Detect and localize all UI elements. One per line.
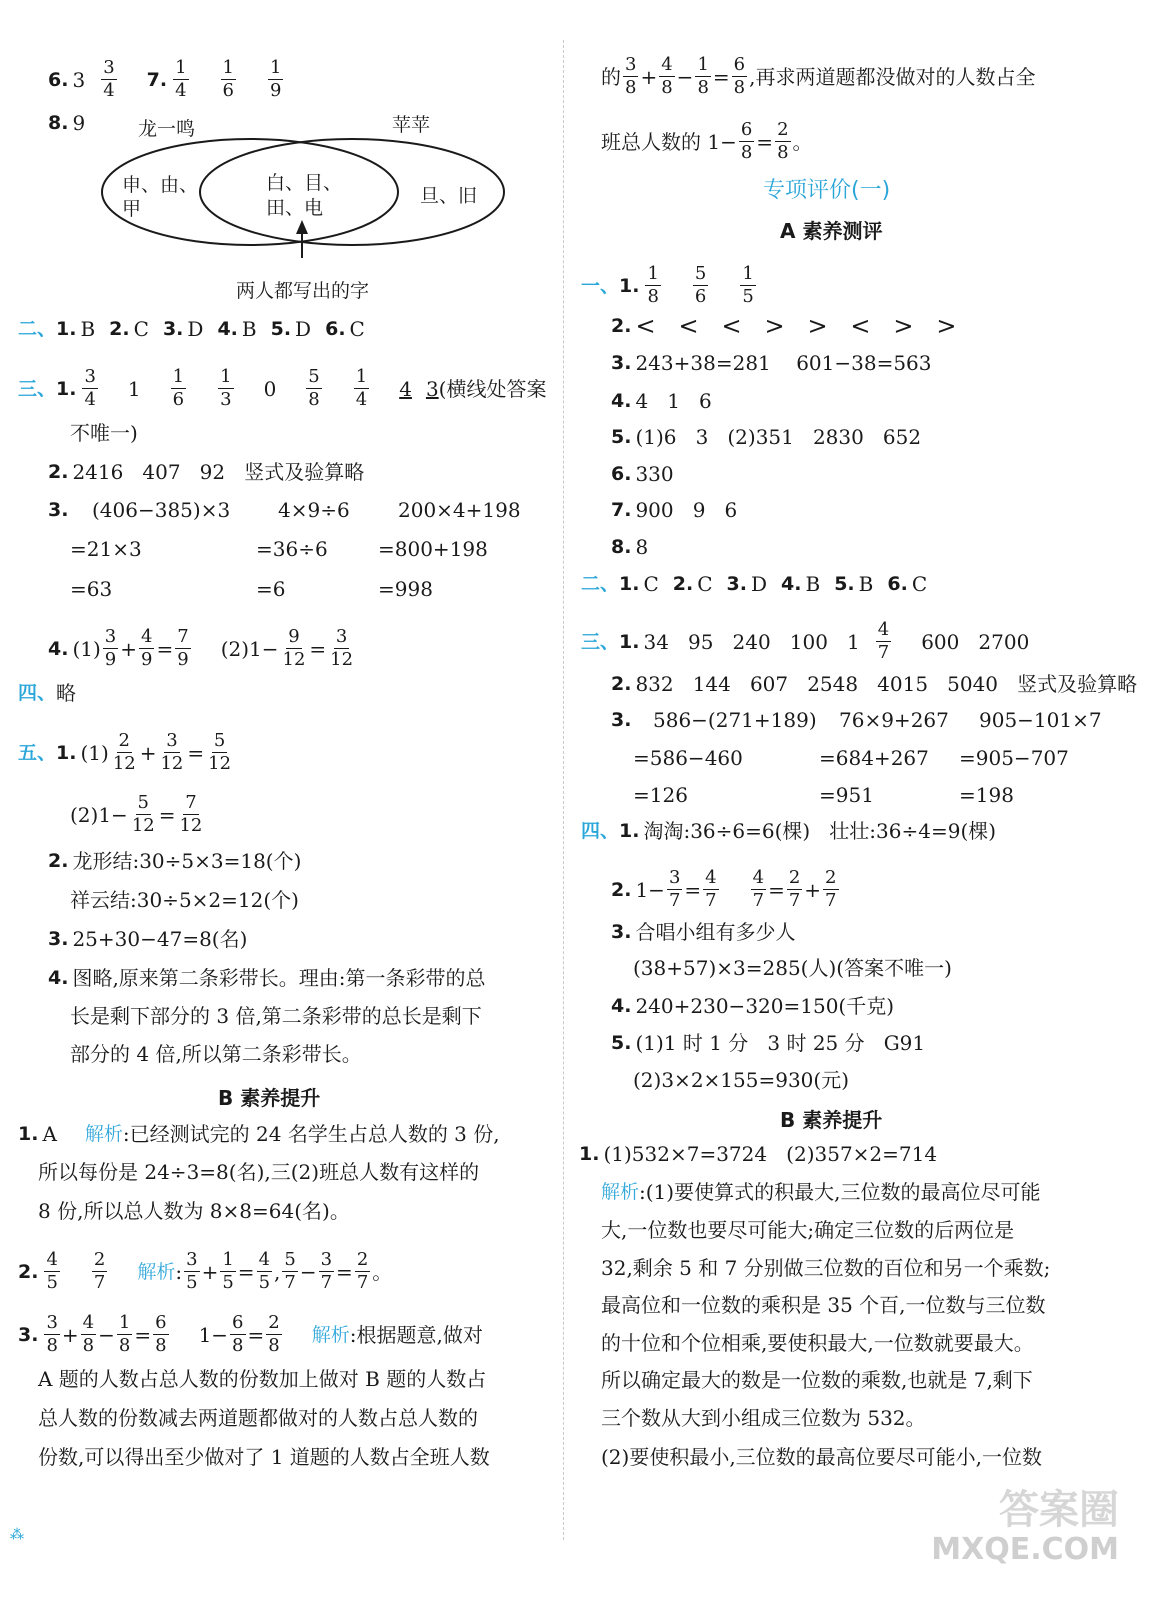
fraction: $\frac{3}{12}$: [160, 730, 184, 774]
fraction: $\frac{3}{8}$: [46, 1312, 58, 1356]
fraction: $\frac{5}{12}$: [208, 730, 232, 774]
r-s4-q1: 四、 1. 淘淘:36÷6=6(棵) 壮壮:36÷4=9(棵): [581, 819, 997, 843]
fraction: $\frac{4}{9}$: [141, 626, 153, 670]
fraction: $\frac{5}{12}$: [131, 792, 155, 836]
answer-q6: 6. 3 $\frac{3}{4}$ 7. $\frac{1}{4}$ $\frac{1}{6}$ $\frac{1}{9}$: [48, 57, 282, 101]
fraction: $\frac{6}{8}$: [155, 1312, 167, 1356]
fraction: $\frac{6}{8}$: [232, 1312, 244, 1356]
b-q3-line2: 总人数的份数减去两道题都做对的人数占总人数的: [38, 1406, 478, 1430]
fraction: $\frac{1}{8}$: [697, 54, 709, 98]
fraction: $\frac{5}{8}$: [308, 366, 320, 410]
r-b-q1-t5: 的十位和个位相乘,要使积最大,一位数就要最大。: [601, 1331, 1034, 1355]
section-5-q4c: 部分的 4 倍,所以第二条彩带长。: [70, 1042, 362, 1066]
fraction: $\frac{2}{7}$: [788, 867, 801, 911]
section-5-q4a: 4. 图略,原来第二条彩带长。理由:第一条彩带的总: [48, 966, 486, 990]
page-ornament: ⁂: [10, 1527, 24, 1543]
venn-right-set: 旦、旧: [420, 185, 478, 207]
r-b-q1-t1: 解析 :(1)要使算式的积最大,三位数的最高位尽可能: [601, 1180, 1041, 1204]
fraction: $\frac{5}{6}$: [694, 263, 707, 307]
right-cont-line1: 的 $\frac{3}{8}$ + $\frac{4}{8}$ − $\frac{1}{8}$ = $\frac{6}{8}$ ,再求两道题都没做对的人数占全: [601, 54, 1036, 98]
r-s4-q2: 2. 1− $\frac{3}{7}$ = $\frac{4}{7}$ $\frac{4}{7}$ = $\frac{2}{7}$ + $\frac{2}{7}$: [611, 867, 837, 911]
fraction: $\frac{6}{8}$: [733, 54, 746, 98]
fraction: $\frac{2}{7}$: [825, 867, 837, 911]
r-s1-q5: 5. (1)6 3 (2)351 2830 652: [611, 425, 922, 449]
section-3-q3-row1: 3.: [48, 499, 69, 521]
fraction: $\frac{1}{8}$: [647, 263, 659, 307]
fraction: $\frac{2}{7}$: [356, 1249, 369, 1293]
fraction: $\frac{3}{7}$: [668, 867, 681, 911]
venn-arrow-head: [296, 220, 308, 234]
fraction: $\frac{9}{12}$: [282, 626, 306, 670]
section-a-title: A 素养测评: [780, 219, 883, 243]
special-evaluation-title: 专项评价(一): [763, 178, 891, 203]
fraction: $\frac{3}{7}$: [320, 1249, 333, 1293]
section-3-q4: 4. (1) $\frac{3}{9}$ + $\frac{4}{9}$ = $\frac{7}{9}$ (2)1− $\frac{9}{12}$ = $\frac{3}{12}$: [48, 626, 354, 670]
fraction: $\frac{1}{6}$: [172, 366, 185, 410]
fraction: $\frac{2}{8}$: [777, 119, 789, 163]
section-3-q2: 2. 2416 407 92 竖式及验算略: [48, 460, 365, 484]
section-3-q1: 三、 1. $\frac{3}{4}$ 1 $\frac{1}{6}$ $\frac{1}{3}$ 0 $\frac{5}{8}$ $\frac{1}{4}$ 4 3 (横线处答案: [18, 366, 547, 410]
section-5-q2b: 祥云结:30÷5×2=12(个): [70, 888, 299, 912]
r-b-q1-t3: 32,剩余 5 和 7 分别做三位数的百位和另一个乘数;: [601, 1256, 1051, 1280]
venn-left-set-1: 申、由、: [122, 174, 199, 196]
b-q3-line1: A 题的人数占总人数的份数加上做对 B 题的人数占: [38, 1367, 487, 1391]
fraction: $\frac{2}{12}$: [112, 730, 136, 774]
watermark-url: MXQE.COM: [931, 1532, 1119, 1567]
venn-left-set-2: 甲: [122, 198, 142, 220]
fraction: $\frac{3}{4}$: [84, 366, 96, 410]
answer-page: 6. 3 $\frac{3}{4}$ 7. $\frac{1}{4}$ $\frac{1}{6}$ $\frac{1}{9}$ 8. 9 龙一鸣 苹苹 申、由、 甲 白、目、 田、电 旦、旧 两人都写出的字 二、 1. B 2. C 3. D 4. B 5. D 6. C 三、 1. $\frac{3}{4}$ 1 $\frac{1}{6}$ $\frac{1}{3}$ 0 $\frac{5}{8}$ $\frac{1}{4}$ 4 3 (横线处答案 不唯一) 2. 2416 407 92 竖式及验算略 3. (406−385)×3 4×9÷6 200×4+198 =21×3 =36÷6 =800+198 =63 =6 =998 4. (1) $\frac{3}{9}$ + $\frac{4}{9}$ = $\frac{7}{9}$ (2)1− $\frac{9}{12}$ = $\frac{3}{12}$ 四、 略 五、 1. (1) $\frac{2}{12}$ + $\frac{3}{12}$ = $\frac{5}{12}$ (2)1− $\frac{5}{12}$ = $\frac{7}{12}$ 2. 龙形结:30÷5×3=18(个) 祥云结:30÷5×2=12(个) 3. 25+30−47=8(名) 4. 图略,原来第二条彩带长。理由:第一条彩带的总 长是剩下部分的 3 倍,第二条彩带的总长是剩下 部分的 4 倍,所以第二条彩带长。 B 素养提升 1. A 解析 :已经测试完的 24 名学生占总人数的 3 份, 所以每份是 24÷3=8(名),三(2)班总人数有这样的 8 份,所以总人数为 8×8=64(名)。 2. $\frac{4}{5}$ $\frac{2}{7}$ 解析 : $\frac{3}{5}$ + $\frac{1}{5}$ = $\frac{4}{5}$ , $\frac{5}{7}$ − $\frac{3}{7}$ = $\frac{2}{7}$ 。 3. $\frac{3}{8}$ + $\frac{4}{8}$ − $\frac{1}{8}$ = $\frac{6}{8}$ 1− $\frac{6}{8}$ = $\frac{2}{8}$ 解析 :根据题意,做对 A 题的人数占总人数的份数加上做对 B 题的人数占 总人数的份数减去两道题都做对的人数占总人数的 份数,可以得出至少做对了 1 道题的人数占全班人数 的 $\frac{3}{8}$ + $\frac{4}{8}$ − $\frac{1}{8}$ = $\frac{6}{8}$ ,再求两道题都没做对的人数占全 班总人数的 1− $\frac{6}{8}$ = $\frac{2}{8}$ 。 专项评价(一) A 素养测评 一、 1. $\frac{1}{8}$ $\frac{5}{6}$ $\frac{1}{5}$ 2. < < < > > < > > 3. 243+38=281 601−38=563 4. 4 1 6 5. (1)6 3 (2)351 2830 652 6. 330 7. 900 9 6 8. 8 二、 1. C 2. C 3. D 4. B 5. B 6. C 三、 1. 34 95 240 100 1 $\frac{4}{7}$ 600 2700 2. 832 144 607 2548 4015 5040 竖式及验算略 3. 586−(271+189) 76×9+267 905−101×7 =586−460 =684+267 =905−707 =126 =951 =198 四、 1. 淘淘:36÷6=6(棵) 壮壮:36÷4=9(棵) 2. 1− $\frac{3}{7}$ = $\frac{4}{7}$ $\frac{4}{7}$ = $\frac{2}{7}$ + $\frac{2}{7}$ 3. 合唱小组有多少人 (38+57)×3=285(人)(答案不唯一) 4. 240+230−320=150(千克) 5. (1)1 时 1 分 3 时 25 分 G91 (2)3×2×155=930(元) B 素养提升 1. (1)532×7=3724 (2)357×2=714 解析 :(1)要使算式的积最大,三位数的最高位尽可能 大,一位数也要尽可能大;确定三位数的后两位是 32,剩余 5 和 7 分别做三位数的百位和另一个乘数; 最高位和一位数的乘积是 35 个百,一位数与三位数 的十位和个位相乘,要使积最大,一位数就要最大。 所以确定最大的数是一位数的乘数,也就是 7,剩下 三个数从大到小组成三位数为 532。 (2)要使积最小,三位数的最高位要尽可能小,一位数 ⁂ 答案圈 MXQE.COM: [0, 0, 1149, 1600]
section-5-q1b: (2)1− $\frac{5}{12}$ = $\frac{7}{12}$: [70, 792, 203, 836]
b-q3-line0: 3. $\frac{3}{8}$ + $\frac{4}{8}$ − $\frac{1}{8}$ = $\frac{6}{8}$ 1− $\frac{6}{8}$ = $\frac{2}{8}$ 解析 :根据题意,做对: [18, 1312, 483, 1356]
r-s1-q1: 一、 1. $\frac{1}{8}$ $\frac{5}{6}$ $\frac{1}{5}$: [581, 263, 754, 307]
section-5-q4b: 长是剩下部分的 3 倍,第二条彩带的总长是剩下: [70, 1004, 482, 1028]
fraction: $\frac{4}{7}$: [752, 867, 765, 911]
section-2-answers: 二、 1. B 2. C 3. D 4. B 5. D 6. C: [18, 317, 365, 341]
r-section-2-answers: 二、 1. C 2. C 3. D 4. B 5. B 6. C: [581, 572, 928, 596]
fraction: $\frac{3}{8}$: [625, 54, 637, 98]
r-b-q1-t8: (2)要使积最小,三位数的最高位要尽可能小,一位数: [601, 1445, 1043, 1469]
fraction: $\frac{1}{3}$: [220, 366, 232, 410]
r-b-q1-t6: 所以确定最大的数是一位数的乘数,也就是 7,剩下: [601, 1368, 1033, 1392]
r-s1-q2: 2. < < < > > < > >: [611, 312, 957, 340]
fraction: $\frac{3}{9}$: [104, 626, 117, 670]
fraction: $\frac{1}{5}$: [222, 1249, 234, 1293]
fraction: $\frac{1}{6}$: [222, 57, 234, 101]
b-q2: 2. $\frac{4}{5}$ $\frac{2}{7}$ 解析 : $\frac{3}{5}$ + $\frac{1}{5}$ = $\frac{4}{5}$ , $\frac{5}{7}$ − $\frac{3}{7}$ = $\frac{2}{7}$ 。: [18, 1249, 393, 1293]
column-divider: [563, 40, 564, 1540]
fraction: $\frac{1}{8}$: [118, 1312, 131, 1356]
venn-label-right: 苹苹: [392, 114, 431, 136]
b-q3-line3: 份数,可以得出至少做对了 1 道题的人数占全班人数: [38, 1445, 490, 1469]
watermark-logo: 答案圈: [999, 1487, 1119, 1533]
fraction: $\frac{3}{5}$: [186, 1249, 198, 1293]
fraction: $\frac{3}{4}$: [103, 57, 115, 101]
section-4: 四、 略: [18, 681, 77, 705]
fraction: $\frac{1}{4}$: [355, 366, 368, 410]
r-s4-q5a: 5. (1)1 时 1 分 3 时 25 分 G91: [611, 1031, 926, 1055]
fraction: $\frac{4}{8}$: [661, 54, 673, 98]
fraction: $\frac{4}{5}$: [258, 1249, 271, 1293]
fraction: $\frac{4}{7}$: [705, 867, 717, 911]
fraction: $\frac{2}{7}$: [93, 1249, 106, 1293]
fraction: $\frac{4}{7}$: [877, 619, 890, 663]
fraction: $\frac{2}{8}$: [268, 1312, 280, 1356]
venn-mid-set-2: 田、电: [266, 197, 324, 219]
venn-label-left: 龙一鸣: [138, 118, 196, 140]
fraction: $\frac{1}{5}$: [742, 263, 754, 307]
r-s1-q6: 6. 330: [611, 462, 674, 486]
fraction: $\frac{7}{9}$: [177, 626, 189, 670]
r-s4-q5b: (2)3×2×155=930(元): [633, 1068, 850, 1092]
section-5-q1a: 五、 1. (1) $\frac{2}{12}$ + $\frac{3}{12}$ = $\frac{5}{12}$: [18, 730, 232, 774]
section-5-q3: 3. 25+30−47=8(名): [48, 927, 248, 951]
r-s1-q4: 4. 4 1 6: [611, 389, 712, 413]
fraction: $\frac{4}{8}$: [82, 1312, 95, 1356]
fraction: $\frac{5}{7}$: [284, 1249, 296, 1293]
r-s3-q1: 三、 1. 34 95 240 100 1 $\frac{4}{7}$ 600 2700: [581, 619, 1030, 663]
section-3-q1-note: 不唯一): [70, 421, 138, 445]
fraction: $\frac{6}{8}$: [740, 119, 753, 163]
b-q1-line2: 所以每份是 24÷3=8(名),三(2)班总人数有这样的: [38, 1160, 480, 1184]
fraction: $\frac{3}{12}$: [330, 626, 354, 670]
r-s4-q3b: (38+57)×3=285(人)(答案不唯一): [633, 956, 952, 980]
r-section-b-title: B 素养提升: [780, 1108, 883, 1132]
right-cont-line2: 班总人数的 1− $\frac{6}{8}$ = $\frac{2}{8}$ 。: [601, 119, 813, 163]
fraction: $\frac{4}{5}$: [46, 1249, 58, 1293]
r-s4-q3a: 3. 合唱小组有多少人: [611, 920, 796, 944]
section-5-q2a: 2. 龙形结:30÷5×3=18(个): [48, 849, 302, 873]
r-b-q1-t7: 三个数从大到小组成三位数为 532。: [601, 1406, 926, 1430]
venn-mid-set-1: 白、目、: [266, 172, 343, 194]
r-s1-q8: 8. 8: [611, 535, 649, 559]
r-s4-q4: 4. 240+230−320=150(千克): [611, 994, 895, 1018]
r-s1-q3: 3. 243+38=281 601−38=563: [611, 351, 932, 375]
r-b-q1: 1. (1)532×7=3724 (2)357×2=714: [579, 1142, 938, 1166]
r-b-q1-t4: 最高位和一位数的乘积是 35 个百,一位数与三位数: [601, 1293, 1046, 1317]
fraction: $\frac{7}{12}$: [179, 792, 203, 836]
fraction: $\frac{1}{9}$: [270, 57, 282, 101]
section-b-title: B 素养提升: [218, 1086, 321, 1110]
b-q1-line1: 1. A 解析 :已经测试完的 24 名学生占总人数的 3 份,: [18, 1122, 500, 1146]
b-q1-line3: 8 份,所以总人数为 8×8=64(名)。: [38, 1199, 350, 1223]
r-s3-q2: 2. 832 144 607 2548 4015 5040 竖式及验算略: [611, 672, 1138, 696]
fraction: $\frac{1}{4}$: [175, 57, 187, 101]
r-s1-q7: 7. 900 9 6: [611, 498, 738, 522]
venn-caption: 两人都写出的字: [236, 280, 370, 302]
answer-q8: 8. 9: [48, 111, 86, 135]
r-b-q1-t2: 大,一位数也要尽可能大;确定三位数的后两位是: [601, 1218, 1015, 1242]
